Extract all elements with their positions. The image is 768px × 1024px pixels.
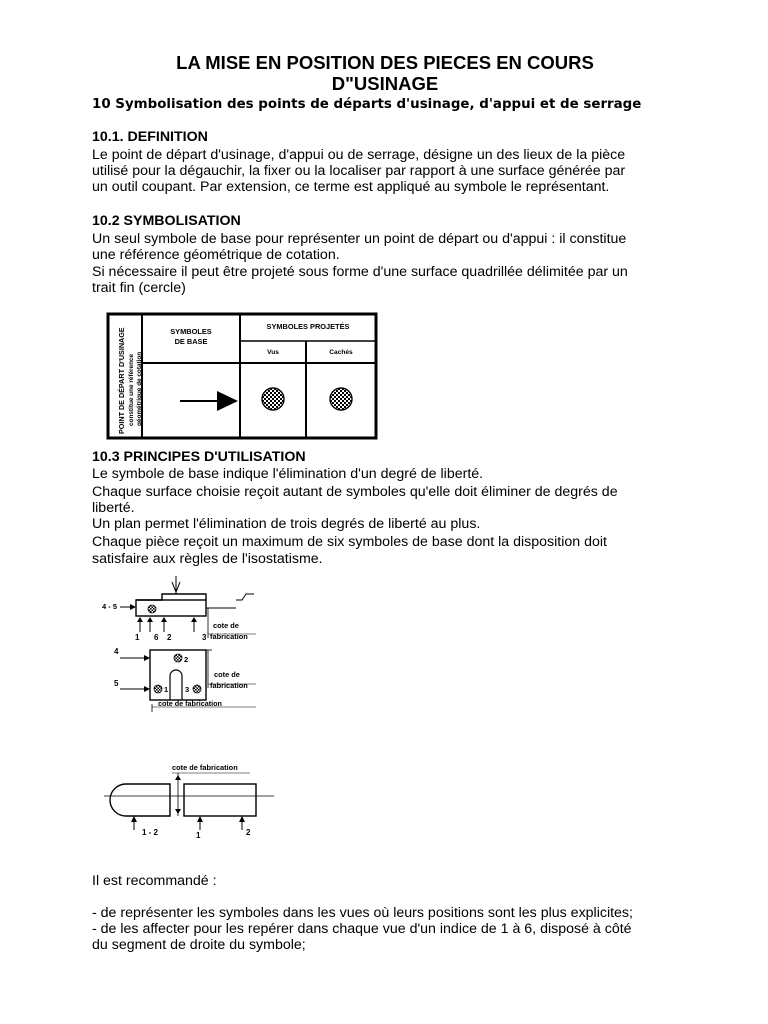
col-symboles-base-1: SYMBOLES	[170, 327, 212, 336]
symbolisation-line-1: Un seul symbole de base pour représenter un point de départ ou d'appui : il constitue	[92, 231, 627, 247]
principes-line-3: liberté.	[92, 500, 135, 516]
definition-line-3: un outil coupant. Par extension, ce terme est appliqué au symbole le représentant.	[92, 179, 610, 195]
reco-bullet-2b: du segment de droite du symbole;	[92, 937, 306, 953]
table-side-label-2: constitue une référence	[128, 353, 135, 426]
symbol-table-figure	[100, 310, 390, 442]
label-4: 4	[114, 647, 119, 656]
reco-bullet-1: - de représenter les symboles dans les vues où leurs positions sont les plus explicites;	[92, 905, 633, 921]
label-fabrication-2: fabrication	[210, 681, 248, 690]
projected-hidden-symbol-icon	[330, 388, 352, 410]
isostatism-figure-2	[104, 758, 274, 840]
label-cote-de-1: cote de	[213, 621, 239, 630]
principes-line-5: Chaque pièce reçoit un maximum de six symboles de base dont la disposition doit	[92, 534, 607, 550]
principes-line-2: Chaque surface choisie reçoit autant de symboles qu'elle doit éliminer de degrés de	[92, 484, 618, 500]
col-symboles-base-2: DE BASE	[174, 337, 208, 346]
label-n1: 1	[135, 633, 140, 642]
table-side-label-3: géométrique de cotation	[136, 351, 143, 426]
projected-seen-symbol-icon	[262, 388, 284, 410]
label-fig2-1: 1	[196, 831, 201, 840]
heading-symbolisation: 10.2 SYMBOLISATION	[92, 213, 241, 229]
col-symboles-projetes: SYMBOLES PROJETÉS	[266, 322, 350, 331]
label-5: 5	[114, 679, 119, 688]
label-n2: 2	[167, 633, 172, 642]
principes-line-6: satisfaire aux règles de l'isostatisme.	[92, 551, 323, 567]
section-subtitle: 10 Symbolisation des points de départs d'usinage, d'appui et de serrage	[92, 97, 642, 112]
label-4-5: 4 - 5	[102, 602, 118, 611]
label-n3: 3	[202, 633, 207, 642]
base-symbol-arrow-icon	[180, 391, 238, 411]
label-cote-de-2: cote de	[214, 670, 240, 679]
label-inner-1: 1	[164, 685, 169, 694]
label-cote-fabrication-fig2: cote de fabrication	[172, 763, 238, 772]
label-inner-3: 3	[185, 685, 190, 694]
symbolisation-line-3: Si nécessaire il peut être projeté sous forme d'une surface quadrillée délimitée par un	[92, 264, 628, 280]
isostatism-figure-1	[96, 572, 286, 717]
title-line-2: D"USINAGE	[331, 73, 439, 94]
label-inner-2: 2	[184, 655, 189, 664]
reco-bullet-2a: - de les affecter pour les repérer dans chaque vue d'un indice de 1 à 6, disposé à côté	[92, 921, 632, 937]
symbolisation-line-4: trait fin (cercle)	[92, 280, 186, 296]
reco-intro: Il est recommandé :	[92, 873, 217, 889]
label-fig2-2: 2	[246, 828, 251, 837]
heading-definition: 10.1. DEFINITION	[92, 129, 208, 145]
heading-principes: 10.3 PRINCIPES D'UTILISATION	[92, 449, 306, 465]
symbolisation-line-2: une référence géométrique de cotation.	[92, 247, 340, 263]
label-fabrication-1: fabrication	[210, 632, 248, 641]
definition-line-1: Le point de départ d'usinage, d'appui ou de serrage, désigne un des lieux de la pièce	[92, 147, 626, 163]
title-line-1: LA MISE EN POSITION DES PIECES EN COURS	[176, 52, 594, 73]
col-caches: Cachés	[329, 349, 353, 356]
principes-line-4: Un plan permet l'élimination de trois degrés de liberté au plus.	[92, 516, 481, 532]
table-side-label-1: POINT DE DÉPART D'USINAGE	[117, 327, 126, 434]
principes-line-1: Le symbole de base indique l'élimination d'un degré de liberté.	[92, 466, 484, 482]
label-1-2: 1 - 2	[142, 828, 159, 837]
page-title	[80, 52, 690, 94]
definition-line-2: utilisé pour la dégauchir, la fixer ou la localiser par rapport à une surface générée par	[92, 163, 626, 179]
col-vus: Vus	[267, 349, 279, 356]
label-cote-fabrication-bottom: cote de fabrication	[158, 699, 222, 708]
label-n6: 6	[154, 633, 159, 642]
